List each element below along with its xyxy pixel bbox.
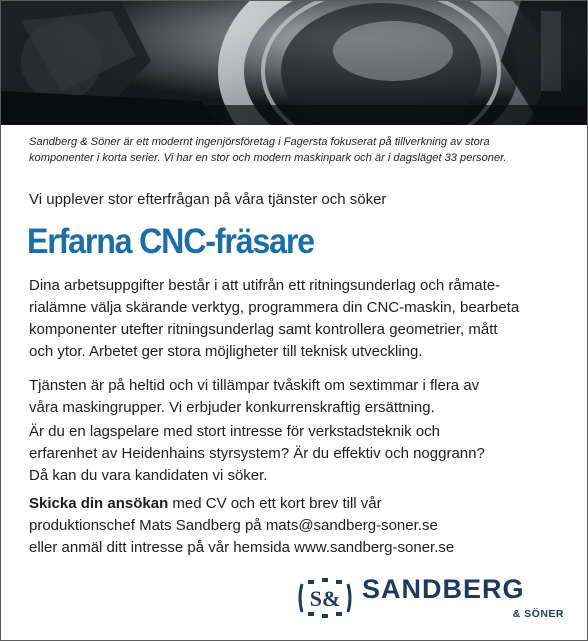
contact-line[interactable]: produktionschef Mats Sandberg på mats@sandberg-soner.se [29,517,438,534]
text-line: Tjänsten är på heltid och vi tillämpar tvåskift om sextimmar i flera av [29,377,480,394]
text-line [29,493,569,515]
text-line: Då kan du vara kandidaten vi söker. [29,467,268,484]
company-logo [296,574,566,624]
text-line: Dina arbetsuppgifter består i att utifrån ett ritningsunderlag och råmate- [29,277,501,294]
terms-paragraph [29,375,569,419]
intro-line: komponenter i korta serier. Vi har en stor och modern maskinpark och är i dagsläget 33 personer. [29,152,507,164]
text-line: Är du en lagspelare med stort intresse för verkstadsteknik och [29,423,441,440]
company-intro [29,134,569,166]
lead-text: Vi upplever stor efterfrågan på våra tjänster och söker [29,191,387,208]
svg-text:S&: S& [309,586,341,611]
candidate-paragraph [29,421,569,487]
duties-paragraph [29,275,569,363]
logo-subtitle: & SÖNER [512,608,564,620]
text-line: våra maskingrupper. Vi erbjuder konkurrenskraftig ersättning. [29,399,435,416]
logo-name: SANDBERG [362,574,525,604]
text-line: och ytor. Arbetet ger stora möjligheter till teknisk utveckling. [29,343,423,360]
text-line: erfarenhet av Heidenhains styrsystem? Är du effektiv och noggrann? [29,445,485,462]
apply-paragraph [29,493,569,559]
apply-heading: Skicka din ansökan [29,495,169,512]
text-line: rialämne välja skärande verktyg, programmera din CNC-maskin, bearbeta [29,299,520,316]
gear-emblem-icon [296,576,354,620]
job-title: Erfarna CNC-fräsare [27,222,314,261]
header-photo [1,1,587,125]
text-line: komponenter utefter ritningsunderlag samt kontrollera geometrier, mått [29,321,498,338]
intro-line: Sandberg & Söner är ett modernt ingenjörsföretag i Fagersta fokuserat på tillverkning av stora [29,136,490,148]
website-line[interactable]: eller anmäl ditt intresse på vår hemsida www.sandberg-soner.se [29,539,455,556]
apply-text: med CV och ett kort brev till vår [168,495,382,512]
